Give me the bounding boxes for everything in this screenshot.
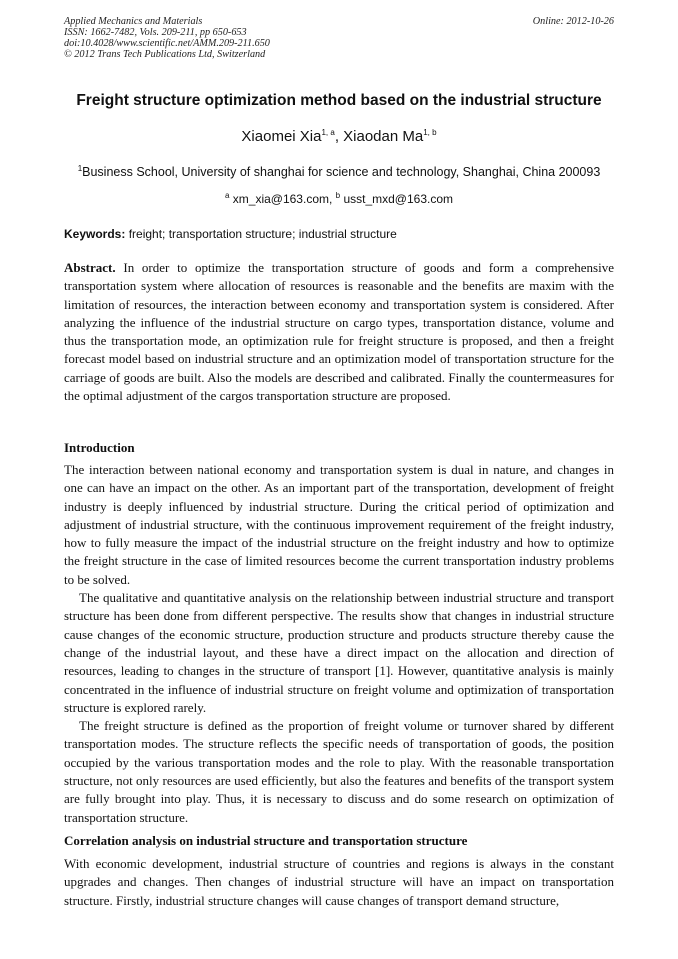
author-name: Xiaodan Ma — [343, 128, 424, 145]
section-heading-correlation: Correlation analysis on industrial structure and transportation structure — [64, 833, 468, 848]
journal-doi: doi:10.4028/www.scientific.net/AMM.209-211.650 — [64, 38, 270, 49]
journal-issn: ISSN: 1662-7482, Vols. 209-211, pp 650-653 — [64, 27, 247, 38]
online-date: Online: 2012-10-26 — [532, 16, 614, 27]
keywords — [64, 227, 614, 241]
paragraph: The freight structure is defined as the proportion of freight volume or turnover shared by different transportation modes. The structure reflects the specific needs of transportation of goods, the position occupied by the various transportation modes and the role to play. With the reasonable transportation structure, not only resources are used efficiently, but also the features and benefits of the transport system are fully brought into play. Thus, it is necessary to discuss and do some research on optimization of transportation structure. — [64, 718, 614, 825]
affiliation-superscript: 1 — [77, 163, 83, 173]
author-emails — [40, 192, 638, 206]
email-superscript: a — [224, 191, 230, 200]
correlation-body — [64, 855, 614, 910]
keywords-label: Keywords: — [64, 227, 126, 241]
journal-name: Applied Mechanics and Materials — [64, 16, 203, 27]
paragraph: The interaction between national economy and transportation system is dual in nature, and changes in one can have an impact on the other. As an important part of the transportation, development of freight industry is deeply influenced by industrial structure. During the critical period of optimization and adjustment of industrial structure, with the continuous improvement requirement of the freight industry, how to fully measure the impact of the industrial structure on the freight industry and how to optimize the freight structure in the case of limited resources become the current transportation industry problems to be solved. — [64, 462, 614, 587]
author-superscript: 1, b — [423, 128, 437, 137]
journal-header — [64, 16, 614, 60]
paper-title: Freight structure optimization method based on the industrial structure — [76, 92, 602, 109]
email-b: usst_mxd@163.com — [340, 192, 454, 206]
affiliation — [40, 165, 638, 179]
journal-copyright: © 2012 Trans Tech Publications Ltd, Switzerland — [64, 49, 266, 60]
affiliation-text: Business School, University of shanghai for science and technology, Shanghai, China 200093 — [82, 165, 601, 179]
author-name: Xiaomei Xia — [241, 128, 322, 145]
paragraph: With economic development, industrial structure of countries and regions is always in the constant upgrades and changes. Then changes of industrial structure will have an impact on transportation structure. Firstly, industrial structure changes will cause changes of transport demand structure, — [64, 856, 614, 908]
keywords-text: freight; transportation structure; industrial structure — [125, 227, 397, 241]
abstract-text: In order to optimize the transportation structure of goods and form a comprehensive transportation system where allocation of resources is reasonable and the benefits are maxim with the limitation of resources, the interaction between economy and transportation system is considered. After analyzing the influence of the industrial structure on cargo types, transportation distance, volume and thus the transportation mode, an optimization rule for freight structure is proposed, and then a freight forecast model based on industrial structure and an optimization model of transportation structure for the carriage of goods are built. Also the models are described and calibrated. Finally the countermeasures for the optimal adjustment of the cargos transportation structure are proposed. — [64, 260, 614, 404]
abstract-label: Abstract. — [64, 260, 116, 275]
introduction-body — [64, 461, 614, 827]
author-superscript: 1, a — [321, 128, 335, 137]
author-separator: , — [334, 128, 344, 145]
author-list — [40, 128, 638, 145]
section-heading-introduction: Introduction — [64, 440, 135, 455]
abstract — [64, 259, 614, 405]
paragraph: The qualitative and quantitative analysis on the relationship between industrial structure and transport structure has been done from different perspective. The results show that changes in industrial structure cause changes of the economic structure, production structure and products structure thereby cause the change of the industrial layout, and these have a direct impact on the allocation and direction of resources, leading to changes in the structure of transport [1]. However, quantitative analysis is mainly concentrated in the influence of industrial structure on freight volume and optimization of transportation structure is explored rarely. — [64, 590, 614, 715]
email-a: xm_xia@163.com, — [229, 192, 336, 206]
email-superscript: b — [335, 191, 341, 200]
